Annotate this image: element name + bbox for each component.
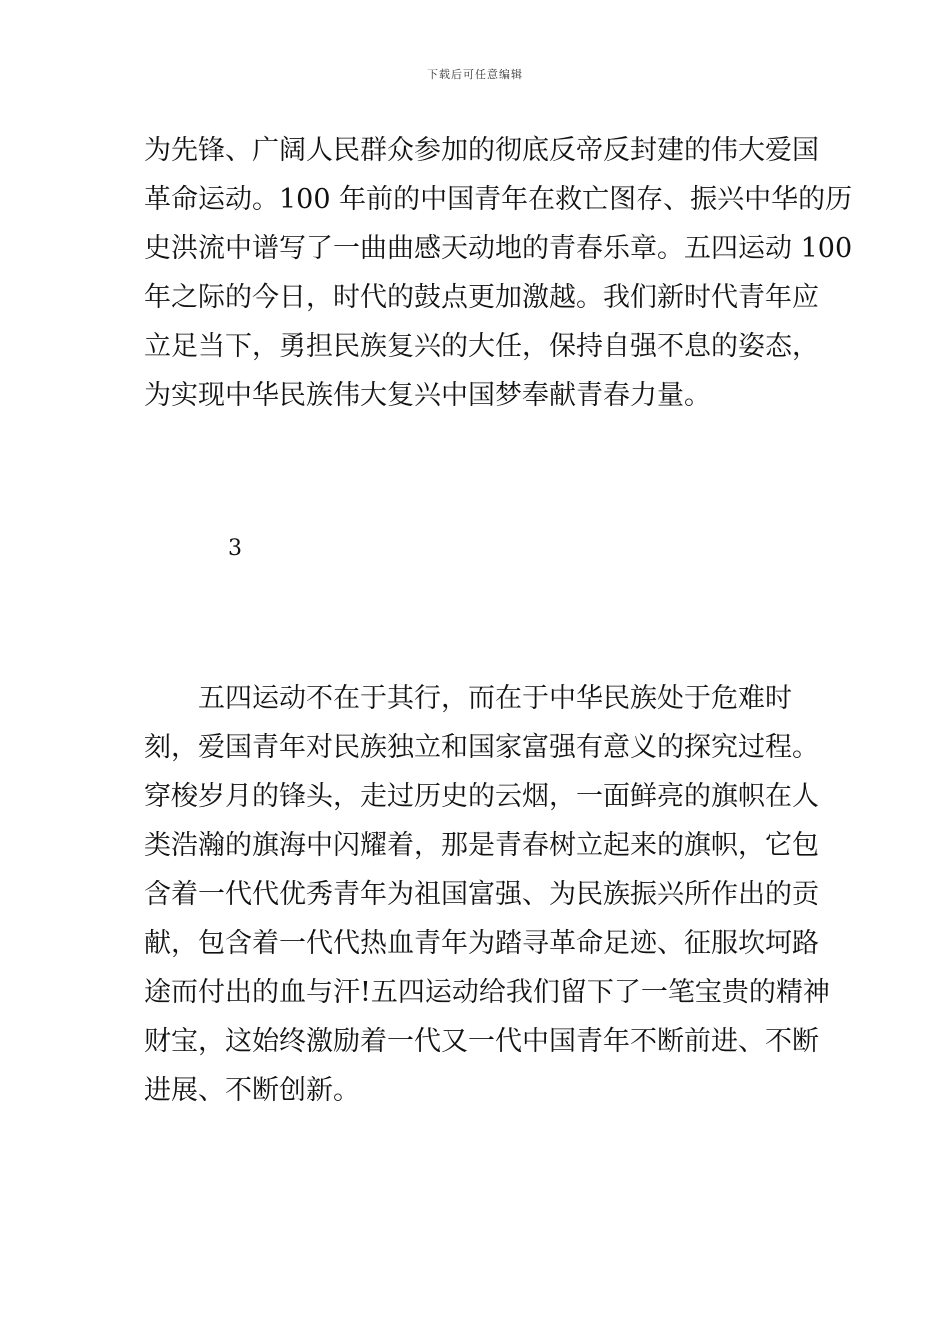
paragraph-line: 财宝，这始终激励着一代又一代中国青年不断前进、不断	[144, 1026, 819, 1057]
paragraph-line: 类浩瀚的旗海中闪耀着，那是青春树立起来的旗帜，它包	[144, 830, 819, 861]
paragraph-line: 革命运动。100 年前的中国青年在救亡图存、振兴中华的历	[144, 184, 853, 215]
paragraph-line: 为实现中华民族伟大复兴中国梦奉献青春力量。	[144, 380, 711, 411]
paragraph-line: 含着一代代优秀青年为祖国富强、为民族振兴所作出的贡	[144, 879, 819, 910]
paragraph-line: 穿梭岁月的锋头，走过历史的云烟，一面鲜亮的旗帜在人	[144, 781, 819, 812]
paragraph-line: 进展、不断创新。	[144, 1075, 360, 1106]
body-paragraph-2	[144, 674, 830, 1115]
page-header-note: 下载后可任意编辑	[427, 68, 523, 81]
paragraph-line: 年之际的今日，时代的鼓点更加激越。我们新时代青年应	[144, 282, 819, 313]
paragraph-line: 刻，爱国青年对民族独立和国家富强有意义的探究过程。	[144, 732, 819, 763]
paragraph-line: 史洪流中谱写了一曲曲感天动地的青春乐章。五四运动 100	[144, 233, 853, 264]
paragraph-line: 途而付出的血与汗!五四运动给我们留下了一笔宝贵的精神	[144, 977, 830, 1008]
section-number: 3	[228, 536, 242, 561]
paragraph-line: 立足当下，勇担民族复兴的大任，保持自强不息的姿态，	[144, 331, 819, 362]
paragraph-line: 为先锋、广阔人民群众参加的彻底反帝反封建的伟大爱国	[144, 135, 819, 166]
body-paragraph-1	[144, 126, 853, 420]
paragraph-line: 献，包含着一代代热血青年为踏寻革命足迹、征服坎坷路	[144, 928, 819, 959]
paragraph-line: 五四运动不在于其行，而在于中华民族处于危难时	[144, 683, 792, 714]
